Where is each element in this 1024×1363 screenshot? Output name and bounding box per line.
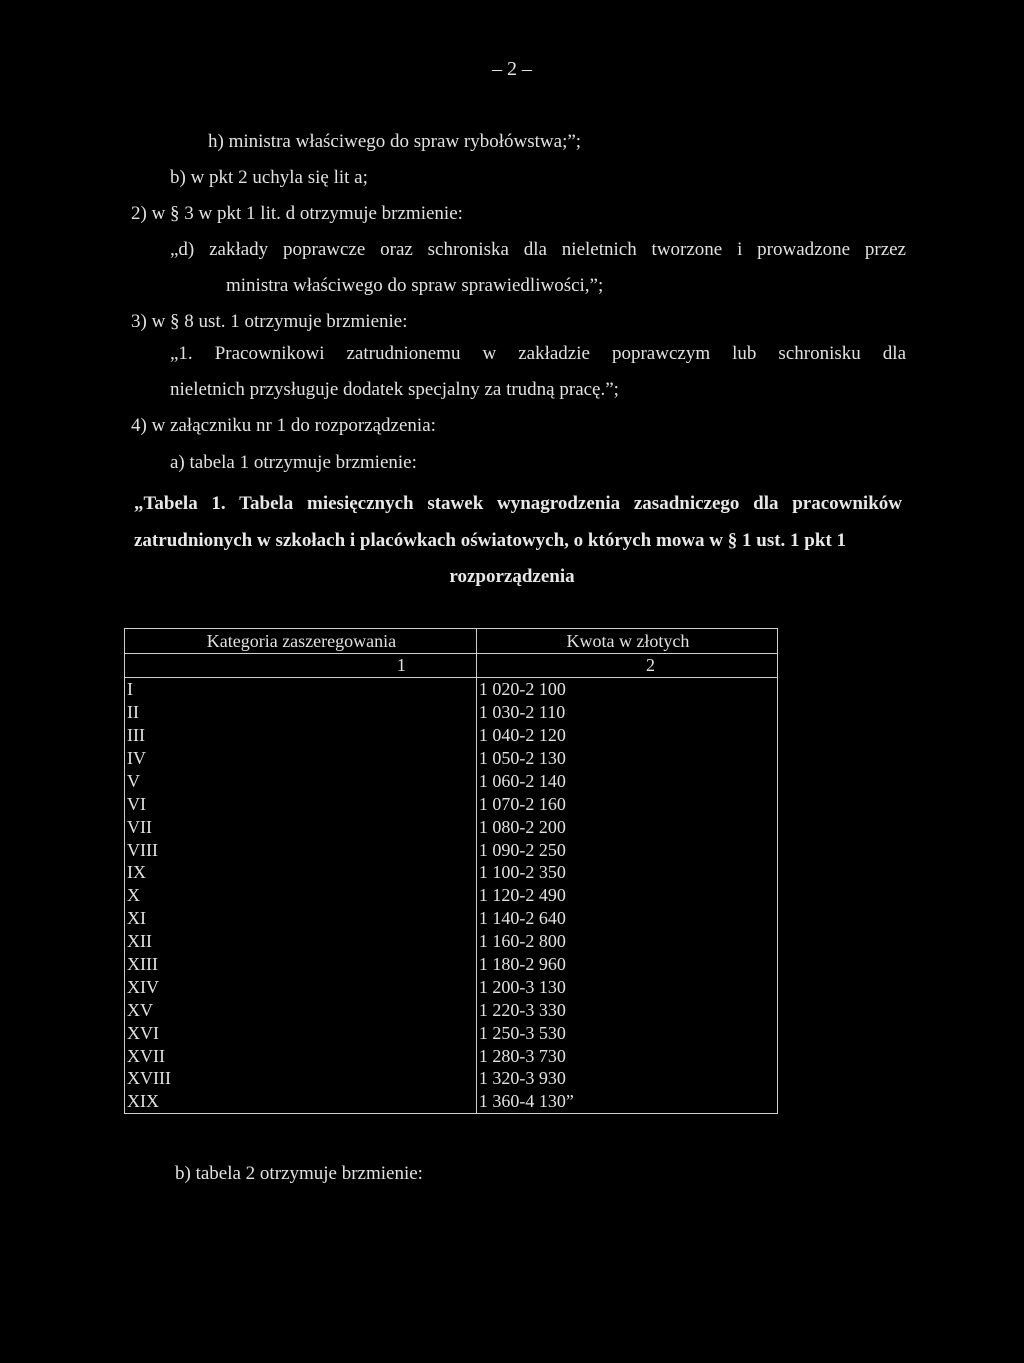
text-line: a) tabela 1 otrzymuje brzmienie: <box>170 452 417 473</box>
amount-cell: 1 120-2 490 <box>476 884 777 907</box>
table-row <box>125 1044 778 1067</box>
text-line: b) tabela 2 otrzymuje brzmienie: <box>175 1163 423 1184</box>
table-title-line-1: „Tabela 1. Tabela miesięcznych stawek wynagrodzenia zasadniczego dla pracowników <box>134 493 902 514</box>
table-row <box>125 930 778 953</box>
category-cell: XII <box>125 930 477 953</box>
header-amount: Kwota w złotych <box>476 629 777 654</box>
table-row <box>125 861 778 884</box>
table-row <box>125 998 778 1021</box>
category-cell: V <box>125 769 477 792</box>
amount-cell: 1 280-3 730 <box>476 1044 777 1067</box>
category-cell: VII <box>125 815 477 838</box>
table-row <box>125 907 778 930</box>
table-row <box>125 769 778 792</box>
header-category: Kategoria zaszeregowania <box>125 629 477 654</box>
amount-cell: 1 070-2 160 <box>476 792 777 815</box>
table-row <box>125 884 778 907</box>
amount-cell: 1 020-2 100 <box>476 677 777 700</box>
column-number-2: 2 <box>476 654 777 678</box>
text-line: „1. Pracownikowi zatrudnionemu w zakładzie poprawczym lub schronisku dla <box>170 343 906 364</box>
category-cell: X <box>125 884 477 907</box>
category-cell: II <box>125 701 477 724</box>
amount-cell: 1 060-2 140 <box>476 769 777 792</box>
page-number: – 2 – <box>492 58 532 80</box>
text-line: nieletnich przysługuje dodatek specjalny za trudną pracę.”; <box>170 379 619 400</box>
category-cell: III <box>125 724 477 747</box>
amount-cell: 1 100-2 350 <box>476 861 777 884</box>
amount-cell: 1 050-2 130 <box>476 747 777 770</box>
amount-cell: 1 200-3 130 <box>476 975 777 998</box>
table-row <box>125 838 778 861</box>
text-line: 3) w § 8 ust. 1 otrzymuje brzmienie: <box>131 311 408 332</box>
category-cell: VIII <box>125 838 477 861</box>
category-cell: XI <box>125 907 477 930</box>
category-cell: IV <box>125 747 477 770</box>
amount-cell: 1 080-2 200 <box>476 815 777 838</box>
table-row <box>125 701 778 724</box>
table-row <box>125 1067 778 1090</box>
table-title-line-2: zatrudnionych w szkołach i placówkach oświatowych, o których mowa w § 1 ust. 1 pkt 1 <box>134 530 847 551</box>
category-cell: I <box>125 677 477 700</box>
amount-cell: 1 160-2 800 <box>476 930 777 953</box>
amount-cell: 1 320-3 930 <box>476 1067 777 1090</box>
text-line: „d) zakłady poprawcze oraz schroniska dla nieletnich tworzone i prowadzone przez <box>170 239 906 260</box>
amount-cell: 1 220-3 330 <box>476 998 777 1021</box>
amount-cell: 1 040-2 120 <box>476 724 777 747</box>
table-title-line-3: rozporządzenia <box>449 566 575 587</box>
column-number-row <box>125 654 778 678</box>
category-cell: XIII <box>125 953 477 976</box>
table-row <box>125 953 778 976</box>
table-row <box>125 792 778 815</box>
table-row <box>125 975 778 998</box>
amount-cell: 1 360-4 130” <box>476 1090 777 1113</box>
amount-cell: 1 180-2 960 <box>476 953 777 976</box>
table-row <box>125 724 778 747</box>
text-line: h) ministra właściwego do spraw rybołówstwa;”; <box>208 131 582 152</box>
amount-cell: 1 090-2 250 <box>476 838 777 861</box>
category-cell: XIV <box>125 975 477 998</box>
text-line: 4) w załączniku nr 1 do rozporządzenia: <box>131 415 436 436</box>
category-cell: VI <box>125 792 477 815</box>
category-cell: XVI <box>125 1021 477 1044</box>
category-cell: XVII <box>125 1044 477 1067</box>
category-cell: XVIII <box>125 1067 477 1090</box>
category-cell: IX <box>125 861 477 884</box>
table-row <box>125 747 778 770</box>
salary-rates-table <box>124 628 778 1114</box>
text-line: ministra właściwego do spraw sprawiedliwości,”; <box>226 275 604 296</box>
amount-cell: 1 030-2 110 <box>476 701 777 724</box>
category-cell: XV <box>125 998 477 1021</box>
amount-cell: 1 250-3 530 <box>476 1021 777 1044</box>
text-line: b) w pkt 2 uchyla się lit a; <box>170 167 368 188</box>
table-row <box>125 1021 778 1044</box>
category-cell: XIX <box>125 1090 477 1113</box>
table-row <box>125 677 778 700</box>
table-header-row <box>125 629 778 654</box>
text-line: 2) w § 3 w pkt 1 lit. d otrzymuje brzmienie: <box>131 203 463 224</box>
amount-cell: 1 140-2 640 <box>476 907 777 930</box>
table-row <box>125 1090 778 1113</box>
table-row <box>125 815 778 838</box>
column-number-1: 1 <box>125 654 477 678</box>
